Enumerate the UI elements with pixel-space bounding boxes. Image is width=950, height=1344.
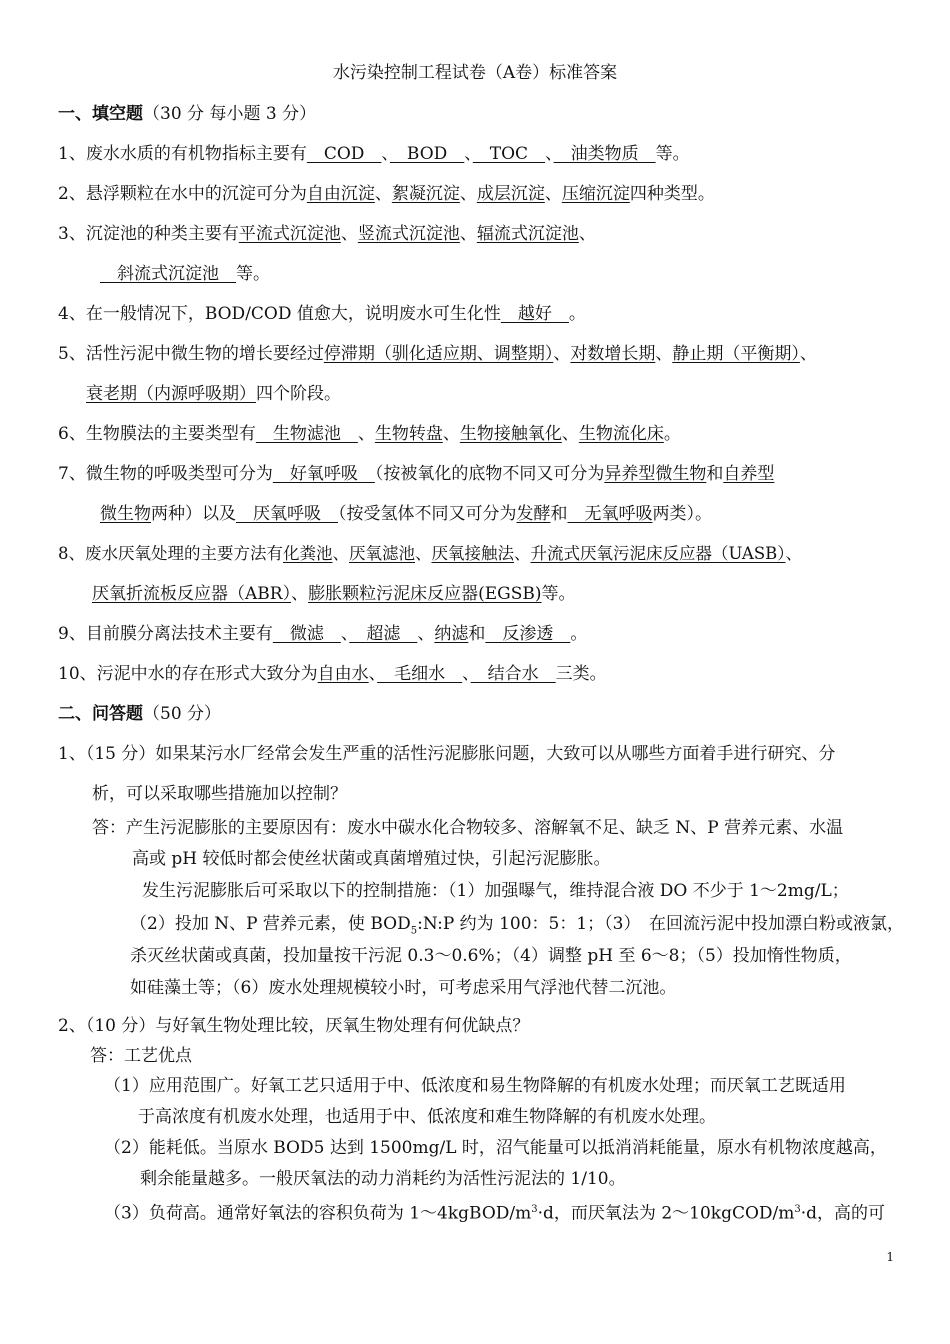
- question-1-5-cont: 衰老期（内源呼吸期）四个阶段。: [86, 384, 341, 404]
- answer-2-2-line-5: （3）负荷高。通常好氧法的容积负荷为 $1\sim 4kgBOD/m^3\cdot d$，而厌氧法为 $2\sim 10kgCOD/m^3\cdot d$，高的可: [104, 1203, 886, 1224]
- answer-2-2-line-4: 剩余能量越多。一般厌氧法的动力消耗约为活性污泥法的 1/10。: [140, 1169, 626, 1189]
- question-1-3: 3、沉淀池的种类主要有平流式沉淀池、竖流式沉淀池、辐流式沉淀池、: [58, 224, 596, 244]
- question-1-7-cont: 微生物两种）以及 厌氧呼吸 （按受氢体不同又可分为发酵和 无氧呼吸两类）。: [100, 504, 712, 524]
- question-1-9: 9、目前膜分离法技术主要有 微滤 、 超滤 、纳滤和 反渗透 。: [58, 624, 588, 644]
- answer-2-1-line-5: 杀灭丝状菌或真菌，投加量按干污泥 0.3～0.6%；（4）调整 pH 至 6～8；（5）投加惰性物质，: [130, 946, 852, 966]
- section-1-note: （30 分 每小题 3 分）: [143, 104, 317, 124]
- answer-2-1-line-3: 发生污泥膨胀后可采取以下的控制措施：（1）加强曝气，维持混合液 DO 不少于 1～2mg/L；: [142, 881, 849, 901]
- question-1-8-cont: 厌氧折流板反应器（ABR）、膨胀颗粒污泥床反应器(EGSB)等。: [92, 584, 576, 604]
- question-2-1-cont: 析，可以采取哪些措施加以控制？: [92, 784, 347, 804]
- question-2-1: 1、（15 分）如果某污水厂经常会发生严重的活性污泥膨胀问题，大致可以从哪些方面着手进行研究、分: [58, 744, 836, 764]
- answer-2-1-line-1: 答：产生污泥膨胀的主要原因有：废水中碳水化合物较多、溶解氧不足、缺乏 N、P 营养元素、水温: [92, 818, 844, 838]
- question-1-4: 4、在一般情况下，BOD/COD 值愈大，说明废水可生化性 越好 。: [58, 304, 586, 324]
- question-1-10: 10、污泥中水的存在形式大致分为自由水、 毛细水 、 结合水 三类。: [58, 664, 607, 684]
- page-title: 水污染控制工程试卷（A卷）标准答案: [332, 63, 618, 83]
- answer-2-2-intro: 答：工艺优点: [90, 1046, 192, 1066]
- section-2-title: 二、问答题: [58, 704, 143, 724]
- question-1-1: 1、废水水质的有机物指标主要有 COD 、 BOD 、 TOC 、 油类物质 等。: [58, 144, 690, 164]
- answer-2-2-line-1: （1）应用范围广。好氧工艺只适用于中、低浓度和易生物降解的有机废水处理；而厌氧工艺既适用: [104, 1076, 846, 1096]
- section-2-heading: [58, 703, 950, 725]
- question-2-2: 2、（10 分）与好氧生物处理比较，厌氧生物处理有何优缺点？: [58, 1016, 530, 1036]
- answer-2-1-line-6: 如硅藻土等；（6）废水处理规模较小时，可考虑采用气浮池代替二沉池。: [130, 978, 677, 998]
- question-1-3-cont: 斜流式沉淀池 等。: [100, 264, 270, 284]
- question-1-5: 5、活性污泥中微生物的增长要经过停滞期（驯化适应期、调整期）、对数增长期、静止期（平衡期）、: [58, 344, 817, 364]
- answer-2-1-line-4: （2）投加 N、P 营养元素，使 $BOD_5:N:P$ 约为 100：5：1；（3） 在回流污泥中投加漂白粉或液氯，: [130, 914, 904, 937]
- answer-2-2-line-3: （2）能耗低。当原水 BOD5 达到 1500mg/L 时，沼气能量可以抵消消耗能量，原水有机物浓度越高，: [104, 1138, 887, 1158]
- question-1-8: 8、废水厌氧处理的主要方法有化粪池、厌氧滤池、厌氧接触法、升流式厌氧污泥床反应器（UASB）、: [58, 544, 802, 563]
- section-2-note: （50 分）: [143, 704, 222, 724]
- question-1-2: 2、悬浮颗粒在水中的沉淀可分为自由沉淀、絮凝沉淀、成层沉淀、压缩沉淀四种类型。: [58, 184, 715, 204]
- answer-2-1-line-2: 高或 pH 较低时都会使丝状菌或真菌增殖过快，引起污泥膨胀。: [132, 849, 611, 869]
- question-1-7: 7、微生物的呼吸类型可分为 好氧呼吸 （按被氧化的底物不同又可分为异养型微生物和自养型: [58, 464, 775, 484]
- section-1-title: 一、填空题: [58, 104, 143, 124]
- answer-2-2-line-2: 于高浓度有机废水处理，也适用于中、低浓度和难生物降解的有机废水处理。: [138, 1107, 716, 1127]
- question-1-6: 6、生物膜法的主要类型有 生物滤池 、生物转盘、生物接触氧化、生物流化床。: [58, 424, 681, 444]
- page-number: 1: [886, 1250, 894, 1264]
- section-1-heading: [58, 103, 950, 125]
